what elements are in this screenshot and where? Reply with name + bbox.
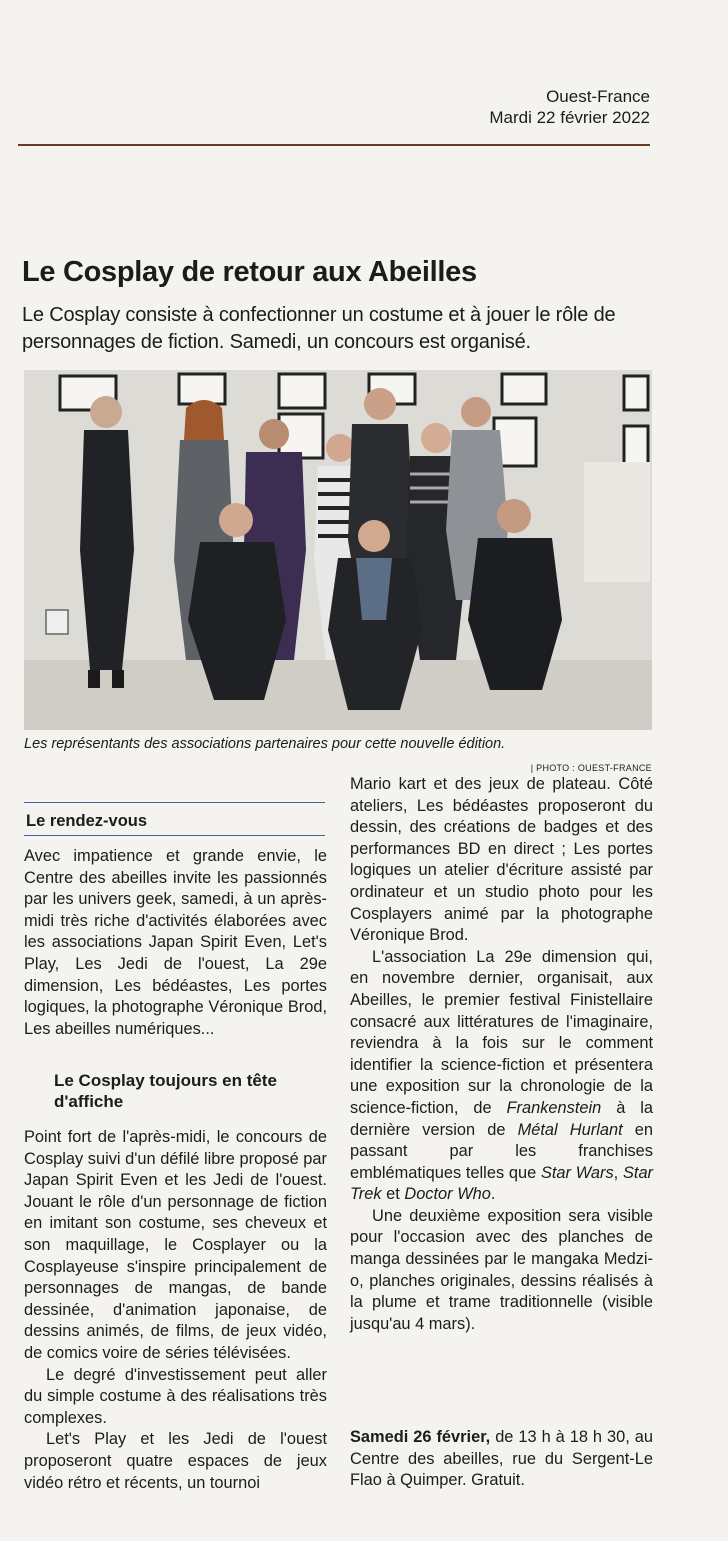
group-photo [24,370,652,730]
paragraph-cosplay: Point fort de l'après-midi, le concours de Cosplay suivi d'un défilé libre proposé par Japan Spirit Even et les Jedi de l'ouest. Jouant le rôle d'un personnage de fiction en imitant son costume, ses cheveux et son maquillage, le Cosplayer ou la Cosplayeuse s'inspire principalement de personnages de mangas, de bande dessinée, d'animation japonaise, de dessins animés, de films, de jeux vidéo, de comics voire de séries télévisées. [24,1128,327,1362]
paragraph-29e-dimension: L'association La 29e dimension qui, en novembre dernier, organisait, aux Abeilles, le premier festival Finistellaire consacré aux littératures de l'imaginaire, reviendra à la fois sur le comment identifier la science-fiction et présentera une exposition sur la chronologie de la science-fiction, de Frankenstein à la dernière version de Métal Hurlant en passant par les franchises emblématiques telles que Star Wars, Star Trek et Doctor Who. [350,947,654,1204]
subheading: Le Cosplay toujours en tête d'affiche [54,1071,277,1111]
section-label-box [24,802,325,836]
title-metal-hurlant: Métal Hurlant [517,1120,623,1139]
title-doctor-who: Doctor Who [404,1185,491,1204]
paragraph-games-start: Let's Play et les Jedi de l'ouest proposeront quatre espaces de jeux vidéo rétro et récents, un tournoi [24,1430,327,1492]
column-left-top [24,846,327,1040]
section-label: Le rendez-vous [26,812,148,830]
paragraph-investment: Le degré d'investissement peut aller du simple costume à des réalisations très complexes. [24,1365,327,1427]
photo-illustration [24,370,652,730]
paragraph-games-continued: Mario kart et des jeux de plateau. Côté ateliers, Les bédéastes proposeront du dessin, des créations de badges et des performances BD en direct ; Les portes logiques un atelier d'écriture assisté par ordinateur et un studio photo pour les Cosplayers animé par la photographe Véronique Brod. [350,775,653,945]
photo-credit: | PHOTO : OUEST-FRANCE [530,763,652,773]
standfirst: Le Cosplay consiste à confectionner un costume et à jouer le rôle de personnages de fiction. Samedi, un concours est organisé. [22,304,616,353]
column-right [350,774,653,1335]
intro-paragraph: Avec impatience et grande envie, le Centre des abeilles invite les passionnés par les univers geek, samedi, à un après-midi très riche d'activités élaborées avec les associations Japan Spirit Even, Let's Play, Les Jedi de l'ouest, La 29e dimension, Les bédéastes, Les portes logiques, la photographe Véronique Brod, Les abeilles numériques... [24,847,327,1038]
title-star-wars: Star Wars [540,1163,614,1182]
column-left-bottom [24,1127,327,1494]
practical-info [350,1427,653,1492]
photo-caption: Les représentants des associations partenaires pour cette nouvelle édition. [24,736,506,752]
title-star-trek: Star Trek [350,1163,654,1204]
publication-date: Mardi 22 février 2022 [489,108,650,127]
paragraph-manga-exhibition: Une deuxième exposition sera visible pour l'occasion avec des planches de manga dessinées par le mangaka Medzi-o, planches originales, dessins réalisés à la plume et trame traditionnelle (visible jusqu'au 4 mars). [350,1206,653,1333]
title-frankenstein: Frankenstein [506,1098,602,1117]
masthead [489,86,650,128]
practical-paragraph: Samedi 26 février, de 13 h à 18 h 30, au Centre des abeilles, rue du Sergent-Le Flao à Quimper. Gratuit. [350,1428,653,1490]
top-rule [18,144,650,146]
headline: Le Cosplay de retour aux Abeilles [22,256,477,288]
publication-name: Ouest-France [546,87,650,106]
practical-date: Samedi 26 février, [350,1428,491,1446]
